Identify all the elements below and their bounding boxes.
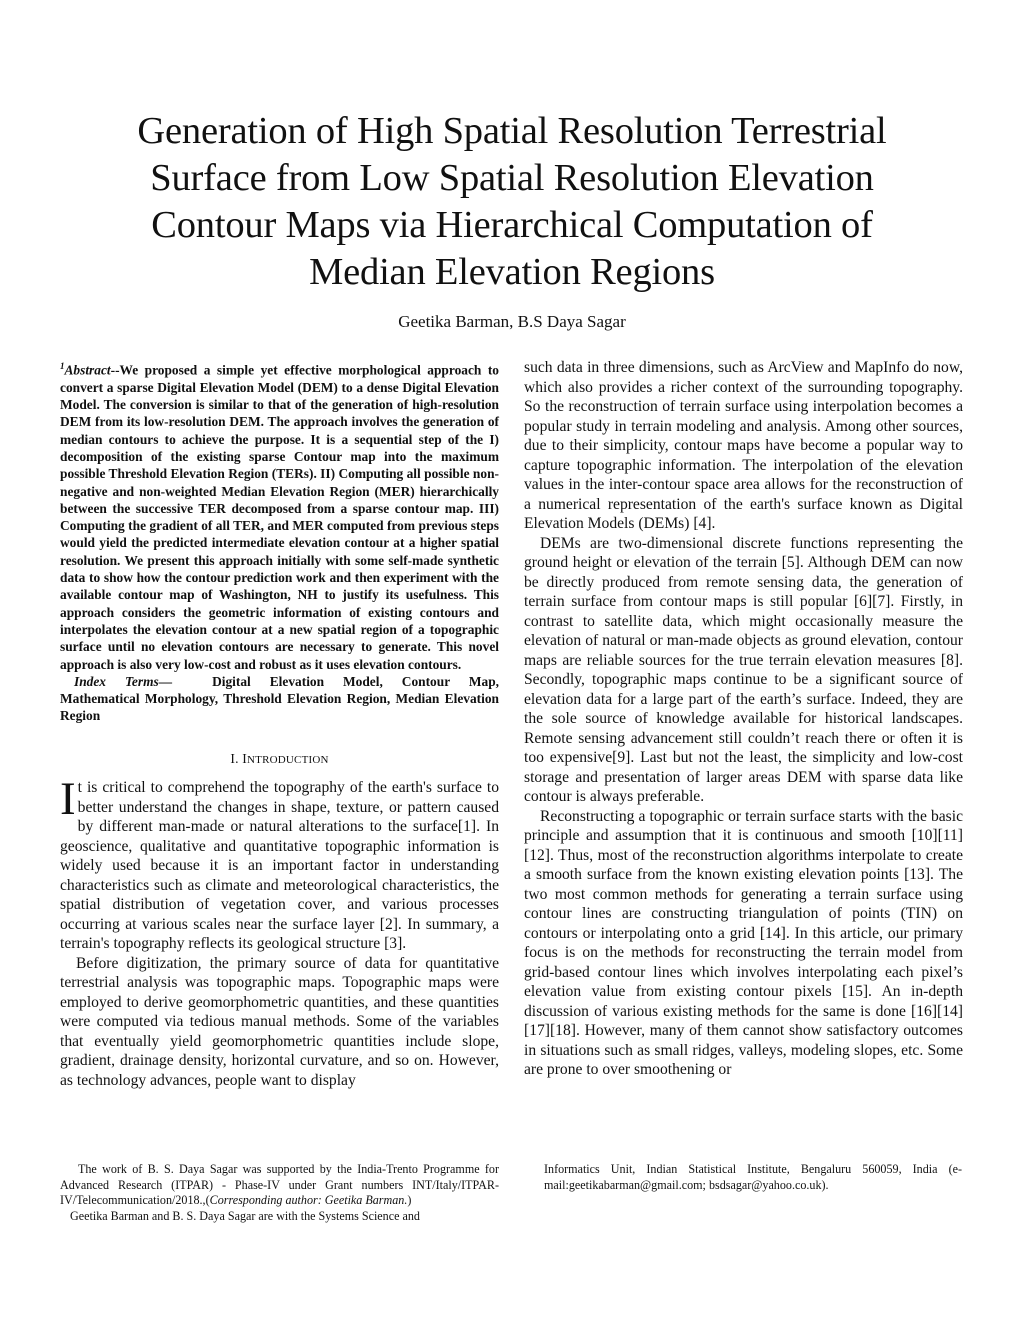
abstract [60,358,499,673]
right-paragraph-1: such data in three dimensions, such as ArcView and MapInfo do now, which also provides a richer context of the surrounding topography. So the reconstruction of terrain surface using interpolation becomes a popular study in terrain modeling and analysis. Among other sources, due to their simplicity, contour maps have become a popular way to capture topographic information. The interpolation of the elevation values in the inter-contour space area allows for the reconstruction of a numerical representation of the earth's surface known as Digital Elevation Models (DEMs) [4]. [524,359,963,532]
footnote-affiliation-continued: Informatics Unit, Indian Statistical Institute, Bengaluru 560059, India (e-mail:geetikabarman@gmail.com; bsdsagar@yahoo.co.uk). [544,1162,962,1192]
section-title: NTRODUCTION [247,753,329,766]
abstract-label: Abstract [64,362,111,378]
section-number: I. I [230,750,247,766]
intro-paragraph-2: Before digitization, the primary source of data for quantitative terrestrial analysis was topographic maps. Topographic maps were employed to derive geomorphometric quantities, and these quantities were computed via tedious manual methods. Some of the variables that eventually yield geomorphometric quantities include slope, gradient, drainage density, horizontal curvature, and so on. However, as technology advances, people want to display [60,954,499,1089]
abstract-text: --We proposed a simple yet effective morphological approach to convert a sparse Digital Elevation Model (DEM) to a dense Digital Elevation Model. The conversion is similar to that of the generation of high-resolution DEM from its low-resolution DEM. The approach involves the generation of median contours to achieve the purpose. It is a sequential step of the I) decomposition of the existing sparse Contour map into the maximum possible Threshold Elevation Region (TERs). II) Computing all possible non-negative and non-weighted Median Elevation Region (MER) hierarchically between the successive TER decomposed from a sparse contour map. III) Computing the gradient of all TER, and MER computed from previous steps would yield the predicted intermediate elevation contour at a higher spatial resolution. We present this approach initially with some self-made synthetic data to show how the contour prediction work and then experiment with the available contour map of Washington, NH to justify its usefulness. This approach considers the geometric information of existing contours and interpolates the elevation contour at a new spatial region of a topographic surface until no elevation contours are necessary to generate. This novel approach is also very low-cost and robust as it uses elevation contours. [60,362,499,672]
right-paragraph-3: Reconstructing a topographic or terrain surface starts with the basic principle and assumption that it is continuous and smooth [10][11][12]. Thus, most of the reconstruction algorithms interpolate to create a smooth surface from the known existing elevation points [13]. The two most common methods for generating a terrain surface using contour lines are constructing triangulation of points (TIN) on contours or interpolating onto a grid [14]. In this article, our primary focus is on the methods for reconstructing the terrain model from grid-based contour lines which involves interpolating each pixel’s elevation value from existing contour pixels [15]. An in-depth discussion of various existing methods for the same is done [16][14][17][18]. However, many of them cannot show satisfactory outcomes in situations such as small ridges, valleys, modeling slopes, etc. Some are prone to over smoothening or [524,807,963,1078]
author-list: Geetika Barman, B.S Daya Sagar [398,312,626,331]
drop-cap: I [60,773,76,826]
index-terms [60,673,499,725]
footnote-funding [60,1162,499,1209]
corresponding-author: Corresponding author: Geetika Barman. [209,1193,408,1208]
title-line-2: Surface from Low Spatial Resolution Elevation [150,157,874,199]
right-column [524,358,963,1080]
footnote-funding-text: The work of B. S. Daya Sagar was supported by the India-Trento Programme for Advanced Research (ITPAR) - Phase-IV under Grant numbers INT/Italy/ITPAR-IV/Telecommunication/2018.,( [60,1162,499,1208]
footnote-affiliation: Geetika Barman and B. S. Daya Sagar are with the Systems Science and [70,1208,420,1223]
title-line-3: Contour Maps via Hierarchical Computation of [151,204,873,246]
title-line-1: Generation of High Spatial Resolution Terrestrial [137,110,887,152]
left-column [60,358,499,1090]
footnote-left [60,1162,499,1224]
right-paragraph-2: DEMs are two-dimensional discrete functions representing the ground height or elevation of the terrain [5]. Although DEM can now be directly produced from remote sensing data, the generation of terrain surface from contour maps is still popular [6][7]. Firstly, in contrast to satellite data, which might occasionally measure the elevation of natural or man-made objects as ground elevation, contour maps are reliable sources for the true terrain elevation measures [8]. Secondly, topographic maps continue to be a significant source of elevation data for a large part of the earth’s surface. Indeed, they are the sole source of knowledge available for historical landscapes. Remote sensing advancement still couldn’t reach there or often it is too expensive[9]. Last but not the least, the simplicity and low-cost storage and presentation of larger areas DEM with sparse data like contour is always preferable. [524,534,963,805]
footnote-funding-close: ) [407,1193,412,1208]
intro-paragraph-1 [60,773,499,954]
index-terms-label: Index Terms— [74,673,173,689]
intro-paragraph-1-text: t is critical to comprehend the topography of the earth's surface to better understand the changes in shape, texture, or pattern caused by different man-made or natural alterations to the surface[1]. In geoscience, qualitative and quantitative topographic information is widely used because it is an important factor in understanding characteristics such as climate and meteorological characteristics, the spatial distribution of vegetation cover, and various processes occurring at various scales near the surface layer [2]. In summary, a terrain's topography reflects its geological structure [3]. [60,779,499,953]
title-line-4: Median Elevation Regions [309,251,715,293]
abstract-footnote-mark: 1 [60,361,65,371]
section-heading-introduction [60,749,499,771]
paper-title [60,108,964,296]
index-terms-text: Digital Elevation Model, Contour Map, Mathematical Morphology, Threshold Elevation Region, Median Elevation Region [60,673,499,724]
footnote-right [544,1162,962,1193]
